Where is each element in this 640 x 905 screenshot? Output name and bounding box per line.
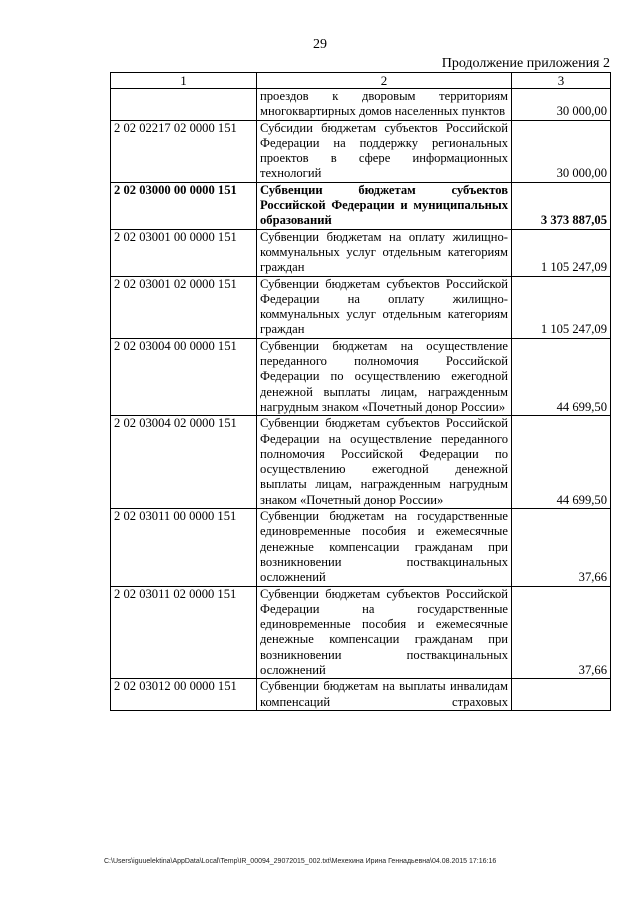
budget-description: Субвенции бюджетам субъектов Российской Федерации на оплату жилищно-коммунальных услуг отдельным категориям граждан — [257, 276, 512, 338]
budget-amount: 44 699,50 — [512, 416, 611, 509]
budget-amount — [512, 679, 611, 711]
budget-amount: 1 105 247,09 — [512, 276, 611, 338]
table-row — [111, 509, 611, 586]
budget-amount: 37,66 — [512, 586, 611, 679]
table-row — [111, 182, 611, 229]
budget-table — [110, 72, 611, 711]
budget-code: 2 02 03001 00 0000 151 — [111, 229, 257, 276]
table-row — [111, 416, 611, 509]
budget-description: Субвенции бюджетам субъектов Российской Федерации на государственные единовременные пособия и ежемесячные денежные компенсации гражданам при возникновении поствакцинальных осложнений — [257, 586, 512, 679]
budget-description: Субвенции бюджетам на государственные единовременные пособия и ежемесячные денежные компенсации гражданам при возникновении поствакцинальных осложнений — [257, 509, 512, 586]
budget-description: Субвенции бюджетам субъектов Российской Федерации и муниципальных образований — [257, 182, 512, 229]
table-row — [111, 679, 611, 711]
budget-description: Субсидии бюджетам субъектов Российской Федерации на поддержку региональных проектов в сфере информационных технологий — [257, 120, 512, 182]
budget-code: 2 02 03004 00 0000 151 — [111, 338, 257, 415]
budget-amount: 37,66 — [512, 509, 611, 586]
header-cell: 2 — [257, 73, 512, 89]
file-path-footer: C:\Users\iguuelektina\AppData\Local\Temp\IR_00094_29072015_002.txt\Мехехина Ирина Геннадьевна\04.08.2015 17:16:16 — [104, 858, 497, 865]
budget-amount: 1 105 247,09 — [512, 229, 611, 276]
budget-code: 2 02 03001 02 0000 151 — [111, 276, 257, 338]
budget-description: проездов к дворовым территориям многоквартирных домов населенных пунктов — [257, 89, 512, 121]
header-cell: 3 — [512, 73, 611, 89]
header-cell: 1 — [111, 73, 257, 89]
budget-amount: 44 699,50 — [512, 338, 611, 415]
budget-code: 2 02 03000 00 0000 151 — [111, 182, 257, 229]
budget-description: Субвенции бюджетам на выплаты инвалидам компенсаций страховых — [257, 679, 512, 711]
budget-code: 2 02 03011 02 0000 151 — [111, 586, 257, 679]
table-row — [111, 229, 611, 276]
table-row — [111, 586, 611, 679]
budget-description: Субвенции бюджетам субъектов Российской Федерации на осуществление переданного полномочия Российской Федерации по осуществлению ежегодной денежной выплаты лицам, награжденным нагрудным знаком «Почетный донор России» — [257, 416, 512, 509]
budget-amount: 30 000,00 — [512, 89, 611, 121]
table-row — [111, 89, 611, 121]
budget-code — [111, 89, 257, 121]
continuation-caption: Продолжение приложения 2 — [441, 56, 610, 71]
table-row — [111, 120, 611, 182]
budget-code: 2 02 03012 00 0000 151 — [111, 679, 257, 711]
budget-description: Субвенции бюджетам на оплату жилищно-коммунальных услуг отдельным категориям граждан — [257, 229, 512, 276]
table-header-row — [111, 73, 611, 89]
budget-description: Субвенции бюджетам на осуществление переданного полномочия Российской Федерации по осуществлению ежегодной денежной выплаты лицам, награжденным нагрудным знаком «Почетный донор России» — [257, 338, 512, 415]
budget-code: 2 02 03011 00 0000 151 — [111, 509, 257, 586]
budget-amount: 3 373 887,05 — [512, 182, 611, 229]
budget-code: 2 02 02217 02 0000 151 — [111, 120, 257, 182]
budget-amount: 30 000,00 — [512, 120, 611, 182]
budget-code: 2 02 03004 02 0000 151 — [111, 416, 257, 509]
table-row — [111, 276, 611, 338]
table-row — [111, 338, 611, 415]
page-number: 29 — [313, 37, 327, 52]
